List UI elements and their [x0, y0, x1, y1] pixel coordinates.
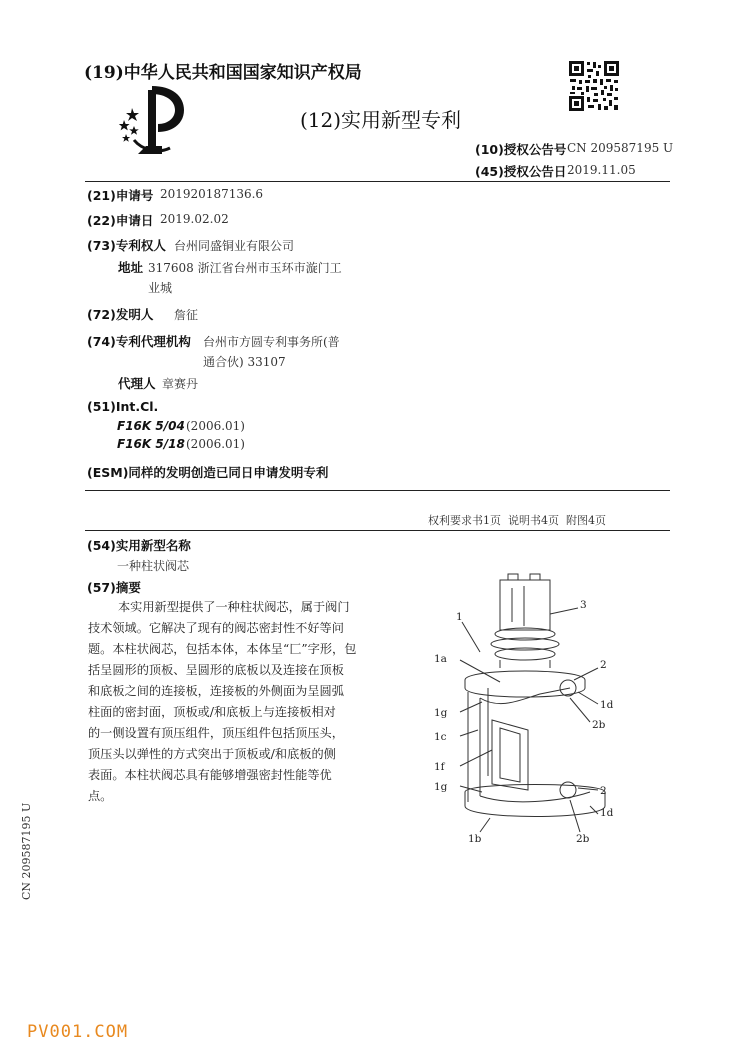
stem-outline [500, 580, 550, 630]
leader-1b [480, 818, 490, 832]
pub-date-value: 2019.11.05 [567, 163, 636, 177]
ipc1-version: (2006.01) [186, 419, 245, 433]
summary-divider [85, 530, 670, 531]
top-plate [465, 671, 585, 697]
app-date-value: 2019.02.02 [160, 212, 229, 226]
app-date-label: (22)申请日 [87, 213, 154, 228]
bottom-plate [465, 785, 605, 817]
label-2b-top: 2b [592, 719, 606, 731]
side-publication-number: CN 209587195 U [20, 802, 33, 900]
leader-1f [460, 750, 492, 766]
app-no-label: (21)申请号 [87, 188, 154, 203]
label-1g-top: 1g [434, 707, 448, 719]
esm-note: (ESM)同样的发明创造已同日申请发明专利 [87, 465, 329, 480]
abstract-text [88, 597, 378, 807]
patentee-label: (73)专利权人 [87, 238, 166, 253]
label-1g-bot: 1g [434, 781, 448, 793]
qr-code-icon [568, 60, 620, 112]
label-2-top: 2 [600, 659, 607, 671]
leader-1g-top [460, 702, 482, 712]
abstract-line: 的一侧设置有顶压组件，顶压组件包括顶压头， [88, 726, 344, 740]
abstract-line: 技术领域。它解决了现有的阀芯密封性不好等问 [88, 621, 344, 635]
connector-plate [468, 688, 488, 802]
agency-line1: 台州市方圆专利事务所(普 [203, 335, 340, 349]
biblio-divider [85, 490, 670, 491]
label-1d-top: 1d [600, 699, 614, 711]
watermark: PV001.COM [27, 1022, 129, 1042]
ipc1-code: F16K 5/04 [117, 419, 185, 433]
pub-no-label: (10)授权公告号 [475, 142, 567, 157]
pages-summary: 权利要求书1页 说明书4页 附图4页 [428, 514, 606, 527]
abstract-line: 括呈圆形的顶板、呈圆形的底板以及连接在顶板 [88, 663, 344, 677]
ipc2-code: F16K 5/18 [117, 437, 185, 451]
abstract-line: 题。本柱状阀芯，包括本体，本体呈“匚”字形，包 [88, 642, 357, 656]
label-1d-bot: 1d [600, 807, 614, 819]
inventor-label: (72)发明人 [87, 307, 154, 322]
leader-2b-top [570, 698, 590, 722]
leader-1 [462, 622, 480, 652]
label-2-bot: 2 [600, 785, 607, 797]
abstract-line: 和底板之间的连接板，连接板的外侧面为呈圆弧 [88, 684, 344, 698]
label-1: 1 [456, 611, 463, 623]
leader-1c [460, 730, 478, 736]
leader-2-top [574, 668, 598, 680]
leader-1d-top [578, 692, 598, 704]
agency-line2: 通合伙) 33107 [203, 355, 286, 369]
abstract-label: (57)摘要 [87, 580, 141, 595]
inner-window-inner [500, 728, 520, 782]
abstract-line: 点。 [88, 789, 113, 803]
agent-value: 章赛丹 [162, 377, 199, 391]
document-type: (12)实用新型专利 [300, 108, 462, 132]
label-1f: 1f [434, 761, 445, 773]
label-1a: 1a [434, 653, 447, 665]
agent-label: 代理人 [118, 376, 156, 391]
leader-2b-bot [570, 800, 580, 832]
label-2b-bot: 2b [576, 833, 590, 845]
pub-no-value: CN 209587195 U [567, 141, 674, 155]
abstract-line: 顶压头以弹性的方式突出于顶板或/和底板的侧 [88, 747, 336, 761]
neck [500, 660, 550, 668]
press-ball-bottom [560, 782, 576, 798]
utility-title: 一种柱状阀芯 [117, 559, 190, 573]
office-title: (19)中华人民共和国国家知识产权局 [84, 63, 362, 83]
inventor-value: 詹征 [174, 308, 199, 322]
ipc2-version: (2006.01) [186, 437, 245, 451]
abstract-line: 柱面的密封面，顶板或/和底板上与连接板相对 [88, 705, 336, 719]
app-no-value: 201920187136.6 [160, 187, 264, 201]
ipc-label: (51)Int.Cl. [87, 399, 159, 414]
abstract-line: 表面。本柱状阀芯具有能够增强密封性能等优 [88, 768, 332, 782]
label-3: 3 [580, 599, 587, 611]
label-1c: 1c [434, 731, 447, 743]
leader-3 [550, 608, 578, 614]
stem-slot [512, 586, 524, 626]
address-line1: 317608 浙江省台州市玉环市漩门工 [148, 261, 342, 275]
agency-label: (74)专利代理机构 [87, 334, 191, 349]
label-1b: 1b [468, 833, 482, 845]
valve-core-figure [420, 570, 630, 850]
address-label: 地址 [118, 260, 144, 275]
stem-notch [508, 574, 540, 580]
address-line2: 业城 [148, 281, 173, 295]
cnipa-emblem-icon [118, 80, 190, 160]
header-divider [85, 181, 670, 182]
abstract-line: 本实用新型提供了一种柱状阀芯，属于阀门 [118, 600, 350, 614]
pub-date-label: (45)授权公告日 [475, 164, 567, 179]
utility-title-label: (54)实用新型名称 [87, 538, 191, 553]
inner-bottom-edge [480, 792, 590, 802]
patentee-value: 台州同盛铜业有限公司 [174, 239, 295, 253]
